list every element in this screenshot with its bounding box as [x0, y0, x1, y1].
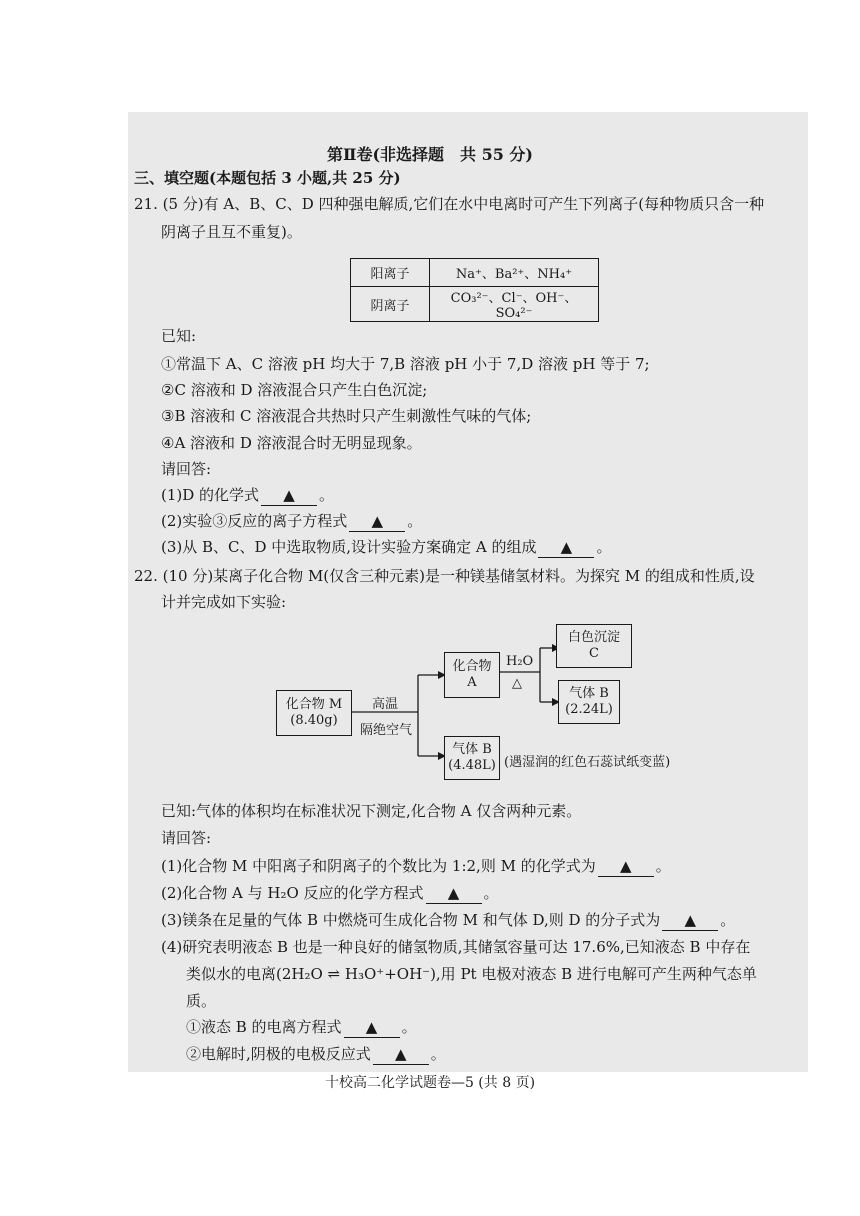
q21-known: 已知:	[161, 327, 197, 345]
q22-part-3	[161, 910, 735, 931]
q22-part-4-sub-1-text: ①液态 B 的电离方程式	[186, 1018, 342, 1036]
q21-part-2-end: 。	[407, 512, 423, 530]
cation-ions: Na⁺、Ba²⁺、NH₄⁺	[430, 259, 599, 287]
section-title: 第Ⅱ卷(非选择题 共 55 分)	[326, 145, 534, 164]
q21-part-1-text: (1)D 的化学式	[161, 486, 260, 504]
q22-part-3-end: 。	[720, 911, 736, 929]
q22-part-4-sub-1-end: 。	[401, 1018, 417, 1036]
q22-part-4-line2: 类似水的电离(2H₂O ⇌ H₃O⁺+OH⁻),用 Pt 电极对液态 B 进行电解可产生两种气态单	[186, 965, 757, 983]
q21-part-1-end: 。	[319, 486, 335, 504]
section-heading: 三、填空题(本题包括 3 小题,共 25 分)	[134, 169, 401, 187]
compound-m-mass: (8.40g)	[290, 713, 338, 728]
q21-part-3-text: (3)从 B、C、D 中选取物质,设计实验方案确定 A 的组成	[161, 538, 537, 556]
heat-symbol: △	[512, 676, 522, 691]
q21-stem-line1: 21. (5 分)有 A、B、C、D 四种强电解质,它们在水中电离时可产生下列离子(每种物质只含一种	[134, 195, 765, 213]
answer-blank[interactable]: ▲	[344, 1017, 400, 1038]
answer-blank[interactable]: ▲	[373, 1044, 429, 1065]
q21-condition-1: ①常温下 A、C 溶液 pH 均大于 7,B 溶液 pH 小于 7,D 溶液 pH 等于 7;	[161, 355, 650, 373]
white-precipitate-box	[556, 624, 632, 668]
reagent-h2o: H₂O	[506, 654, 534, 669]
answer-blank[interactable]: ▲	[538, 537, 594, 558]
q22-part-4-line1: (4)研究表明液态 B 也是一种良好的储氢物质,其储氢容量可达 17.6%,已知液态 B 中存在	[161, 938, 751, 956]
q21-condition-3: ③B 溶液和 C 溶液混合共热时只产生刺激性气味的气体;	[161, 407, 532, 425]
compound-m-box	[276, 690, 352, 736]
gas-b-volume: (4.48L)	[448, 758, 496, 773]
answer-blank[interactable]: ▲	[349, 511, 405, 532]
q22-part-4-sub-2-end: 。	[430, 1045, 446, 1063]
answer-blank[interactable]: ▲	[598, 856, 654, 877]
answer-blank[interactable]: ▲	[261, 485, 317, 506]
q21-condition-2: ②C 溶液和 D 溶液混合只产生白色沉淀;	[161, 381, 428, 399]
gas-b-label: 气体 B	[569, 686, 609, 701]
q22-part-2	[161, 883, 499, 904]
q22-part-3-text: (3)镁条在足量的气体 B 中燃烧可生成化合物 M 和气体 D,则 D 的分子式为	[161, 911, 661, 929]
q22-stem-line1: 22. (10 分)某离子化合物 M(仅含三种元素)是一种镁基储氢材料。为探究 M 的组成和性质,设	[134, 567, 755, 585]
q22-stem-line2: 计并完成如下实验:	[161, 593, 287, 611]
q21-part-2-text: (2)实验③反应的离子方程式	[161, 512, 348, 530]
q22-part-1	[161, 856, 671, 877]
q22-part-1-end: 。	[655, 857, 671, 875]
gas-b-box-1	[558, 680, 620, 724]
q22-part-2-end: 。	[483, 884, 499, 902]
q22-ask: 请回答:	[161, 829, 212, 847]
q22-part-4-line3: 质。	[186, 992, 217, 1010]
answer-blank[interactable]: ▲	[662, 910, 718, 931]
q21-stem-line2: 阴离子且互不重复)。	[161, 223, 302, 241]
anion-label: 阴离子	[351, 287, 430, 322]
condition-high-temp: 高温	[372, 697, 399, 712]
condition-no-air: 隔绝空气	[360, 723, 413, 738]
q22-known: 已知:气体的体积均在标准状况下测定,化合物 A 仅含两种元素。	[161, 802, 582, 820]
q21-part-3-end: 。	[596, 538, 612, 556]
compound-a-name: A	[467, 675, 477, 690]
gas-b-volume: (2.24L)	[565, 702, 613, 717]
compound-m-label: 化合物 M	[285, 697, 343, 712]
compound-a-label: 化合物	[452, 659, 492, 674]
page-footer: 十校高二化学试题卷—5 (共 8 页)	[324, 1075, 536, 1091]
precipitate-label: 白色沉淀	[567, 630, 620, 645]
q22-part-4-sub-2	[186, 1044, 446, 1065]
q22-part-2-text: (2)化合物 A 与 H₂O 反应的化学方程式	[161, 884, 424, 902]
q21-ask: 请回答:	[161, 460, 212, 478]
gas-b-label: 气体 B	[452, 742, 492, 757]
anion-ions: CO₃²⁻、Cl⁻、OH⁻、SO₄²⁻	[430, 287, 599, 322]
precipitate-name: C	[589, 646, 599, 661]
q22-part-4-sub-1	[186, 1017, 417, 1038]
q22-part-1-text: (1)化合物 M 中阳离子和阴离子的个数比为 1:2,则 M 的化学式为	[161, 857, 596, 875]
cation-label: 阳离子	[351, 259, 430, 287]
q22-part-4-sub-2-text: ②电解时,阴极的电极反应式	[186, 1045, 371, 1063]
q21-condition-4: ④A 溶液和 D 溶液混合时无明显现象。	[161, 434, 422, 452]
gas-b-note: (遇湿润的红色石蕊试纸变蓝)	[504, 755, 671, 770]
compound-a-box	[444, 652, 500, 698]
gas-b-box-2	[444, 736, 500, 780]
answer-blank[interactable]: ▲	[426, 883, 482, 904]
